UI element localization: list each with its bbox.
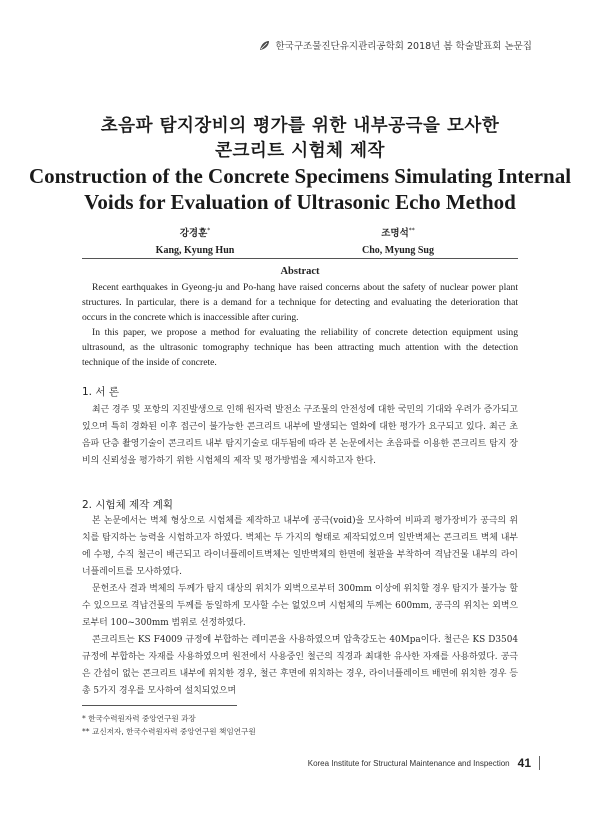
abstract-title: Abstract	[280, 266, 320, 277]
author-name-english: Cho, Myung Sug	[362, 245, 434, 256]
title-korean-line-2: 콘크리트 시험체 제작	[215, 141, 385, 161]
section-body	[82, 513, 518, 700]
institute-name: Korea Institute for Structural Maintenance and Inspection	[307, 758, 510, 768]
footnote: ** 교신저자, 한국수력원자력 중앙연구원 책임연구원	[82, 727, 256, 736]
title-english-line-2: Voids for Evaluation of Ultrasonic Echo Method	[84, 190, 516, 214]
abstract-paragraph: In this paper, we propose a method for evaluating the reliability of concrete detection equipment using ultrasound, as the ultrasonic tomography technique has been attracting much attention with the detection technique of the inside of concrete.	[82, 327, 518, 368]
abstract-body	[82, 280, 518, 370]
author	[298, 225, 498, 256]
body-paragraph: 최근 경주 및 포항의 지진발생으로 인해 원자력 발전소 구조물의 안전성에 대한 국민의 기대와 우려가 증가되고 있으며 특히 경화된 이후 접근이 불가능한 콘크리트 내부에 발생되는 열화에 대한 평가가 요구되고 있다. 최근 초음파 단층 촬영기술이 콘크리트 내부 탐지기술로 대두됨에 따라 본 논문에서는 초음파를 이용한 콘크리트 탐지 장비의 신뢰성을 평가하기 위한 시험체의 제작 및 평가방법을 제시하고자 한다.	[82, 405, 518, 466]
footnote: * 한국수력원자력 중앙연구원 과장	[82, 714, 196, 723]
section-heading: 1. 서 론	[82, 386, 119, 398]
author-name-english: Kang, Kyung Hun	[155, 245, 235, 256]
abstract-paragraph: Recent earthquakes in Gyeong-ju and Po-hang have raised concerns about the safety of nuclear power plant structures. In particular, there is a demand for a technique for detecting and evaluating the deterioration that occurs in the concrete which is inaccessible after curing.	[82, 282, 518, 323]
footnotes	[82, 712, 256, 738]
title-korean-line-1: 초음파 탐지장비의 평가를 위한 내부공극을 모사한	[100, 116, 500, 136]
body-paragraph: 본 논문에서는 벽체 형상으로 시험체를 제작하고 내부에 공극(void)을 모사하여 비파괴 평가장비가 공극의 위치를 탐지하는 능력을 시험하고자 하였다. 벽체는 두 가지의 형태로 제작되었으며 일반벽체는 콘크리트 벽체 내부에 수평, 수직 철근이 배근되고 라이너플레이트벽체는 일반벽체의 한면에 철판을 부착하여 격납건물 내부의 라이너플레이트를 모사하였다.	[82, 516, 518, 577]
author-name-korean: 조명석	[381, 228, 409, 239]
body-paragraph: 문헌조사 결과 벽체의 두께가 탐지 대상의 위치가 외벽으로부터 300mm 이상에 위치할 경우 탐지가 불가능 할 수 있으므로 격납건물의 두께를 동일하게 모사할 수는 없었으며 시험체의 두께는 600mm, 공극의 위치는 외벽으로부터 100~300mm 범위로 선정하였다.	[82, 584, 518, 628]
leaf-logo-icon	[259, 40, 270, 51]
journal-name: 한국구조물진단유지관리공학회 2018년 봄 학술발표회 논문집	[275, 41, 532, 52]
author	[95, 225, 295, 256]
author-mark: **	[408, 226, 415, 234]
body-paragraph: 콘크리트는 KS F4009 규정에 부합하는 레미콘을 사용하였으며 압축강도는 40Mpa이다. 철근은 KS D3504 규정에 부합하는 자재를 사용하였으며 원전에서 사용중인 철근의 직경과 최대한 유사한 자재를 사용하였다. 공극은 간섭이 없는 콘크리트 내부에 위치한 경우, 철근 후면에 위치하는 경우, 라이너플레이트 배면에 위치한 경우 등 총 5가지 경우를 모사하여 설치되었으며	[82, 635, 518, 696]
section-body	[82, 402, 518, 470]
section-heading: 2. 시험체 제작 계획	[82, 499, 174, 511]
running-header	[259, 38, 532, 52]
divider	[82, 258, 518, 259]
page-number: 41	[517, 756, 531, 770]
footer-bar	[539, 756, 540, 770]
page-footer	[308, 756, 540, 770]
footnote-divider	[82, 705, 237, 706]
author-name-korean: 강경훈	[179, 228, 208, 239]
title-english-line-1: Construction of the Concrete Specimens Simulating Internal	[28, 164, 572, 188]
author-mark: *	[207, 226, 211, 234]
